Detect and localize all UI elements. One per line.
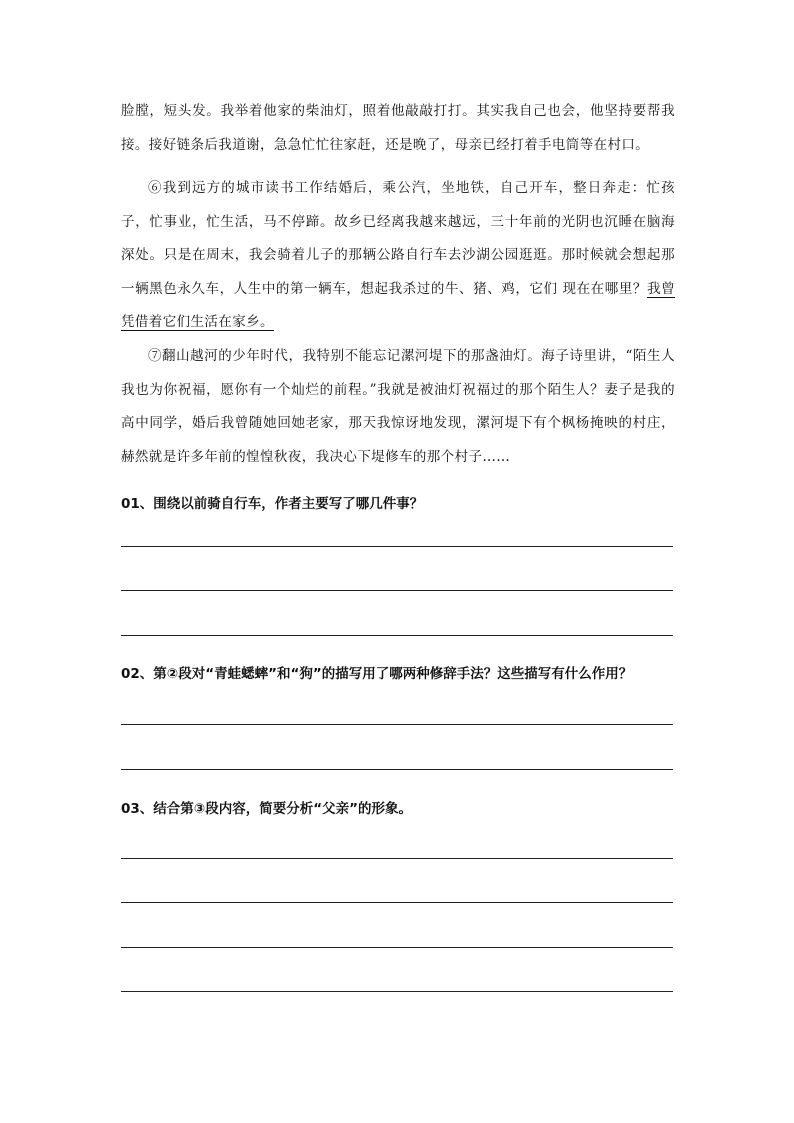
paragraph-text: ⑥我到远方的城市读书工作结婚后，乘公汽，坐地铁，自己开车，整日奔走：忙孩子，忙事业，忙生活，马不停蹄。故乡已经离我越来越远，三十年前的光阴也沉睡在脑海深处。只是在周末，我会骑着儿子的那辆公路自行车去沙湖公园逛逛。那时候就会想起那一辆黑色永久车，人生中的第一辆车，想起我杀过的牛、猪、鸡，它们 现在在哪里？ — [121, 180, 675, 297]
passage-paragraph-continued — [121, 95, 675, 162]
answer-line[interactable] — [121, 769, 673, 770]
paragraph-text: ⑦翻山越河的少年时代，我特别不能忘记漯河堤下的那盏油灯。海子诗里讲，“陌生人我也为你祝福，愿你有一个灿烂的前程。”我就是被油灯祝福过的那个陌生人？妻子是我的高中同学，婚后我曾随她回她老家，那天我惊讶地发现，漯河堤下有个枫杨掩映的村庄，赫然就是许多年前的惶惶秋夜，我决心下堤修车的那个村子…… — [121, 348, 675, 465]
question-1: 01、围绕以前骑自行车，作者主要写了哪几件事？ — [121, 496, 424, 512]
answer-line[interactable] — [121, 858, 673, 859]
answer-line[interactable] — [121, 635, 673, 636]
answer-line[interactable] — [121, 590, 673, 591]
passage-paragraph-6 — [121, 172, 675, 340]
answer-line[interactable] — [121, 902, 673, 903]
passage-paragraph-7 — [121, 340, 675, 474]
answer-line[interactable] — [121, 546, 673, 547]
question-3: 03、结合第③段内容，简要分析“父亲”的形象。 — [121, 801, 412, 817]
answer-line[interactable] — [121, 724, 673, 725]
answer-line[interactable] — [121, 947, 673, 948]
answer-line[interactable] — [121, 991, 673, 992]
paragraph-text: 脸膛，短头发。我举着他家的柴油灯，照着他敲敲打打。其实我自己也会，他坚持要帮我接。接好链条后我道谢，急急忙忙往家赶，还是晚了，母亲已经打着手电筒等在村口。 — [121, 103, 675, 153]
question-2: 02、第②段对“青蛙蟋蟀”和“狗”的描写用了哪两种修辞手法？这些描写有什么作用？ — [121, 666, 633, 682]
underlined-sentence: 我曾凭借着它们生活在家乡。 — [121, 280, 675, 330]
